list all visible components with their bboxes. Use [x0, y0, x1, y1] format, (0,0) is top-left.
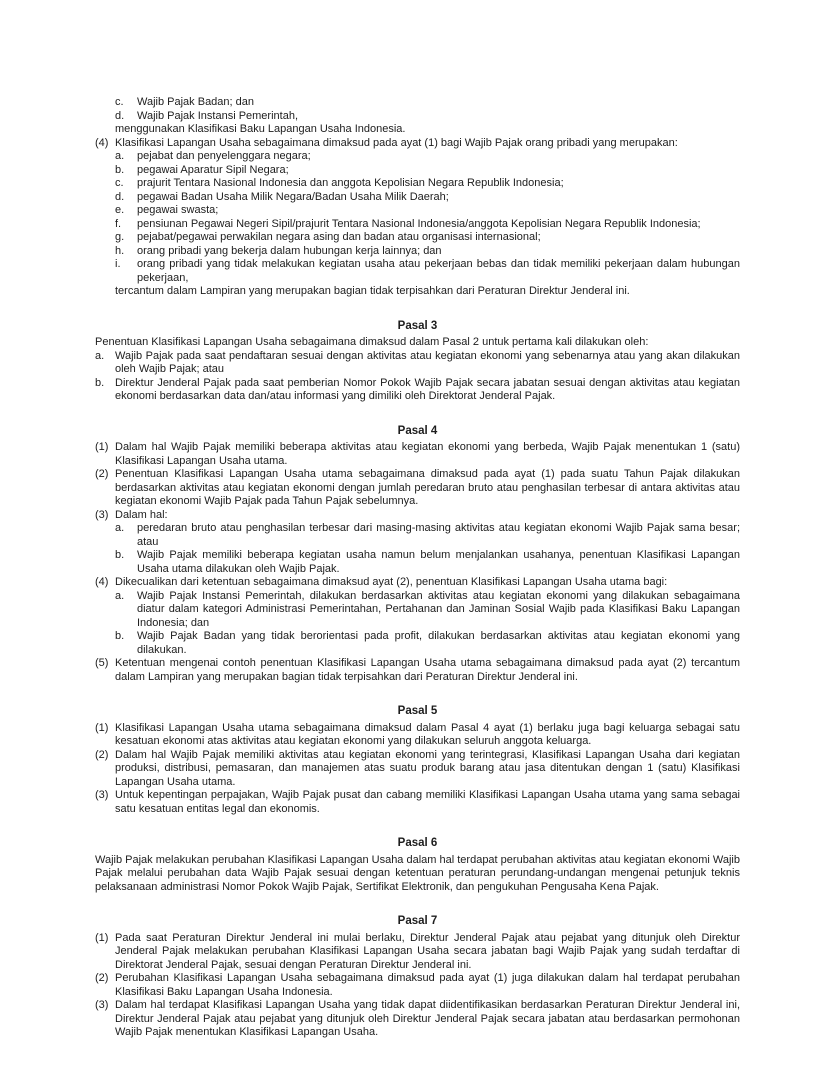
- item-text: Direktur Jenderal Pajak pada saat pemberian Nomor Pokok Wajib Pajak secara jabatan sesuai dengan aktivitas atau kegiatan ekonomi berdasarkan data dan/atau informasi yang dimiliki oleh Direktorat Jenderal Pajak.: [115, 376, 740, 402]
- item-marker: a.: [95, 349, 105, 362]
- ayat-item: [95, 468, 740, 509]
- item-marker: a.: [115, 150, 125, 162]
- item-marker: d.: [115, 190, 125, 203]
- list-closing-text: tercantum dalam Lampiran yang merupakan bagian tidak terpisahkan dari Peraturan Direktur Jenderal ini.: [115, 285, 630, 297]
- item-text: Perubahan Klasifikasi Lapangan Usaha sebagaimana dimaksud pada ayat (1) juga dilakukan dalam hal terdapat perubahan Klasifikasi Baku Lapangan Usaha Indonesia.: [115, 972, 740, 998]
- item-text: Dalam hal Wajib Pajak memiliki aktivitas atau kegiatan ekonomi yang terintegrasi, Klasifikasi Lapangan Usaha dari kegiatan produksi, distribusi, pemasaran, dan manajemen atas suatu produk barang atau jasa ditentukan dengan 1 (satu) Klasifikasi Lapangan Usaha utama.: [115, 748, 740, 788]
- item-text: pegawai Badan Usaha Milik Negara/Badan Usaha Milik Daerah;: [137, 190, 449, 203]
- ayat-item: [95, 999, 740, 1040]
- item-text: Pada saat Peraturan Direktur Jenderal ini mulai berlaku, Direktur Jenderal Pajak atau pejabat yang ditunjuk oleh Direktur Jenderal Pajak melakukan perubahan Klasifikasi Lapangan Usaha secara jabatan bagi Wajib Pajak yang sudah terdaftar di Direktorat Jenderal Pajak, sesuai dengan Peraturan Direktur Jenderal ini.: [115, 931, 740, 971]
- ayat-item: [95, 137, 740, 151]
- ayat-item: [95, 722, 740, 749]
- ayat-item: [95, 972, 740, 999]
- section-pasal-6: [95, 837, 740, 894]
- item-marker: d.: [115, 109, 125, 122]
- ayat-item: [95, 789, 740, 816]
- item-text: Wajib Pajak Instansi Pemerintah,: [137, 109, 298, 122]
- ayat-item: [95, 576, 740, 590]
- list-item: [115, 522, 740, 549]
- list-item: [115, 204, 740, 218]
- item-marker: (3): [95, 508, 109, 521]
- item-text: peredaran bruto atau penghasilan terbesar dari masing-masing aktivitas atau kegiatan ekonomi Wajib Pajak sama besar; atau: [137, 522, 740, 548]
- list-item: [115, 258, 740, 285]
- item-text: Dalam hal:: [115, 508, 168, 521]
- item-marker: (1): [95, 441, 109, 453]
- pasal-intro: Penentuan Klasifikasi Lapangan Usaha sebagaimana dimaksud dalam Pasal 2 untuk pertama kali dilakukan oleh:: [95, 336, 649, 348]
- list-item: [95, 377, 740, 404]
- item-marker: c.: [115, 177, 124, 189]
- ayat-item: [95, 441, 740, 468]
- item-marker: (1): [95, 721, 109, 734]
- item-marker: b.: [115, 163, 125, 176]
- list-item: [115, 150, 740, 164]
- item-text: Dalam hal terdapat Klasifikasi Lapangan Usaha yang tidak dapat diidentifikasikan berdasarkan Peraturan Direktur Jenderal ini, Direktur Jenderal Pajak atau pejabat yang ditunjuk oleh Direktur Jenderal Pajak secara jabatan atau berdasarkan permohonan Wajib Pajak menentukan Klasifikasi Lapangan Usaha.: [115, 999, 740, 1038]
- item-text: Dalam hal Wajib Pajak memiliki beberapa aktivitas atau kegiatan ekonomi yang berbeda, Wajib Pajak menentukan 1 (satu) Klasifikasi Lapangan Usaha utama.: [115, 441, 740, 467]
- list-item: [115, 630, 740, 657]
- section-pasal-5: [95, 705, 740, 816]
- item-text: Dikecualikan dari ketentuan sebagaimana dimaksud ayat (2), penentuan Klasifikasi Lapangan Usaha utama bagi:: [115, 576, 668, 588]
- item-marker: e.: [115, 204, 125, 216]
- item-text: Klasifikasi Lapangan Usaha sebagaimana dimaksud pada ayat (1) bagi Wajib Pajak orang pribadi yang merupakan:: [115, 136, 678, 149]
- section-pasal-2-tail: [95, 96, 740, 299]
- sub-list: [115, 522, 740, 576]
- list-item: [115, 164, 740, 178]
- item-marker: b.: [115, 630, 125, 642]
- ayat-item: [95, 932, 740, 973]
- list-item: [115, 218, 740, 232]
- item-marker: h.: [115, 244, 125, 257]
- item-text: Wajib Pajak Instansi Pemerintah, dilakukan berdasarkan aktivitas atau kegiatan ekonomi yang dilakukan sebagaimana diatur dalam kategori Administrasi Pemerintahan, Pertahanan dan Jaminan Sosial Wajib pada Klasifikasi Baku Lapangan Indonesia; dan: [137, 589, 740, 629]
- section-pasal-4: [95, 425, 740, 685]
- item-text: orang pribadi yang bekerja dalam hubungan kerja lainnya; dan: [137, 244, 442, 257]
- document-body: [95, 96, 740, 1040]
- item-marker: b.: [115, 549, 125, 561]
- item-marker: i.: [115, 258, 121, 270]
- item-marker: (5): [95, 657, 109, 669]
- pasal-body: Wajib Pajak melakukan perubahan Klasifikasi Lapangan Usaha dalam hal terdapat perubahan aktivitas atau kegiatan ekonomi Wajib Pajak melalui perubahan data Wajib Pajak sesuai dengan ketentuan peraturan perundang-undangan mengenai petunjuk teknis pelaksanaan administrasi Nomor Pokok Wajib Pajak, Sertifikat Elektronik, dan pengukuhan Pengusaha Kena Pajak.: [95, 853, 740, 893]
- item-marker: c.: [115, 96, 124, 108]
- list-item: [115, 590, 740, 631]
- list-item: [95, 350, 740, 377]
- item-text: Wajib Pajak memiliki beberapa kegiatan usaha namun belum menjalankan usahanya, penentuan Klasifikasi Lapangan Usaha utama dilakukan oleh Wajib Pajak.: [137, 549, 740, 575]
- item-marker: (4): [95, 576, 109, 588]
- item-text: pejabat/pegawai perwakilan negara asing dan badan atau organisasi internasional;: [137, 231, 541, 243]
- item-text: pensiunan Pegawai Negeri Sipil/prajurit Tentara Nasional Indonesia/anggota Kepolisian Negara Republik Indonesia;: [137, 217, 701, 230]
- item-text: pegawai Aparatur Sipil Negara;: [137, 163, 289, 176]
- item-text: prajurit Tentara Nasional Indonesia dan anggota Kepolisian Negara Republik Indonesia;: [137, 177, 564, 189]
- list-item: [115, 231, 740, 245]
- sub-list: [115, 590, 740, 658]
- item-text: Wajib Pajak pada saat pendaftaran sesuai dengan aktivitas atau kegiatan ekonomi yang sebenarnya atau yang akan dilakukan oleh Wajib Pajak; atau: [115, 349, 740, 375]
- list-item: [115, 96, 740, 110]
- ayat-item: [95, 509, 740, 523]
- item-marker: (3): [95, 789, 109, 801]
- pasal-heading: Pasal 3: [397, 319, 438, 332]
- section-pasal-7: [95, 915, 740, 1040]
- item-marker: (3): [95, 999, 109, 1011]
- pasal-heading: Pasal 6: [397, 837, 438, 849]
- item-marker: a.: [115, 522, 125, 534]
- item-text: Untuk kepentingan perpajakan, Wajib Pajak pusat dan cabang memiliki Klasifikasi Lapangan Usaha utama yang sama sebagai satu kesatuan entitas legal dan ekonomis.: [115, 789, 740, 815]
- ayat-item: [95, 749, 740, 790]
- item-marker: f.: [115, 217, 122, 230]
- item-text: pegawai swasta;: [137, 204, 219, 216]
- pasal-heading: Pasal 7: [397, 915, 438, 927]
- item-marker: g.: [115, 231, 125, 243]
- sub-list: [115, 150, 740, 285]
- section-pasal-3: [95, 320, 740, 404]
- pasal-heading: Pasal 4: [397, 424, 438, 437]
- item-marker: (2): [95, 972, 109, 984]
- item-marker: a.: [115, 589, 125, 602]
- item-marker: b.: [95, 376, 105, 389]
- item-marker: (4): [95, 136, 109, 149]
- item-text: Klasifikasi Lapangan Usaha utama sebagaimana dimaksud dalam Pasal 4 ayat (1) berlaku juga bagi keluarga sebagai satu kesatuan ekonomi atas aktivitas atau kegiatan ekonomi yang dilakukan seluruh anggota keluarga.: [115, 721, 740, 747]
- list-item: [115, 110, 740, 124]
- item-text: Penentuan Klasifikasi Lapangan Usaha utama sebagaimana dimaksud pada ayat (1) pada suatu Tahun Pajak dilakukan berdasarkan aktivitas atau kegiatan ekonomi dengan jumlah peredaran bruto atau penghasilan terbesar di antara aktivitas atau kegiatan ekonomi Wajib Pajak pada Tahun Pajak sebelumnya.: [115, 468, 740, 507]
- item-text: Wajib Pajak Badan; dan: [137, 96, 254, 108]
- list-item: [115, 191, 740, 205]
- item-text: Ketentuan mengenai contoh penentuan Klasifikasi Lapangan Usaha utama sebagaimana dimaksud pada ayat (2) tercantum dalam Lampiran yang merupakan bagian tidak terpisahkan dari Peraturan Direktur Jenderal ini.: [115, 657, 740, 683]
- item-marker: (2): [95, 748, 109, 761]
- list-item: [115, 177, 740, 191]
- pasal-heading: Pasal 5: [397, 705, 438, 717]
- item-text: Wajib Pajak Badan yang tidak berorientasi pada profit, dilakukan berdasarkan aktivitas atau kegiatan ekonomi yang dilakukan.: [137, 630, 740, 656]
- item-text: pejabat dan penyelenggara negara;: [137, 150, 311, 162]
- list-closing-text: menggunakan Klasifikasi Baku Lapangan Usaha Indonesia.: [115, 123, 406, 135]
- list-item: [115, 549, 740, 576]
- list-item: [115, 245, 740, 259]
- ayat-item: [95, 657, 740, 684]
- item-marker: (1): [95, 931, 109, 944]
- item-marker: (2): [95, 468, 109, 480]
- item-text: orang pribadi yang tidak melakukan kegiatan usaha atau pekerjaan bebas dan tidak memiliki pekerjaan dalam hubungan pekerjaan,: [137, 258, 740, 284]
